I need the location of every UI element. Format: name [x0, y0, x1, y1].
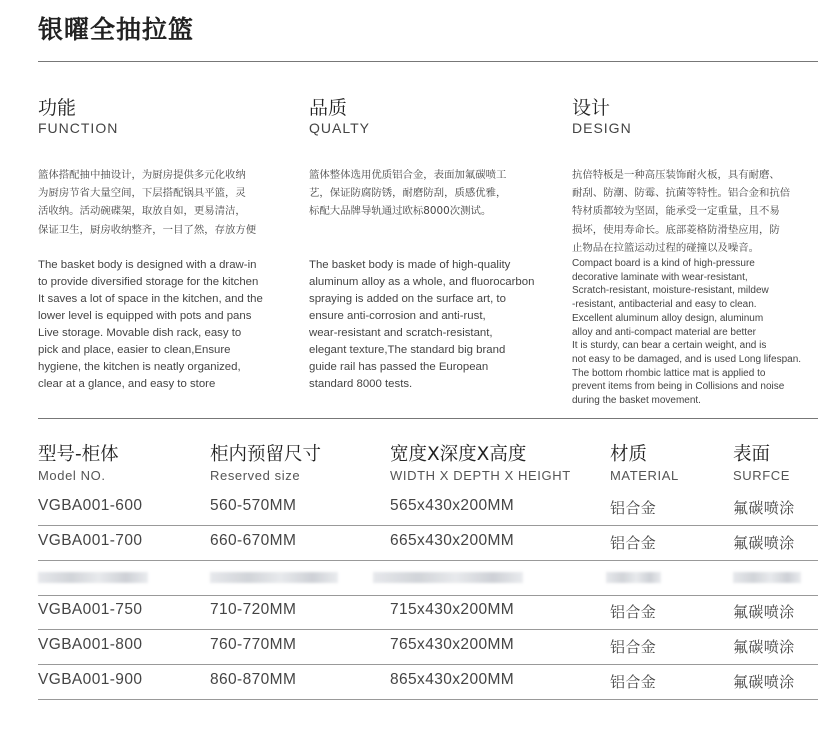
- section-text-en: The basket body is designed with a draw-in to provide diversified storage for the kitchen It saves a lot of space in the kitchen, and the lower level is equipped with pots and pans Live storage. Movable dish rack, easy to pick and place, easier to clean,Ensure hygiene, the kitchen is neatly organized, clear at a glance, and easy to store: [38, 259, 263, 390]
- cell-reserved-size: 860-870MM: [210, 671, 297, 688]
- cell-reserved-size: 660-670MM: [210, 532, 297, 549]
- cell-model: VGBA001-800: [38, 636, 143, 653]
- section-function: [38, 97, 293, 390]
- table-header-model: [38, 443, 119, 485]
- cell-dimensions: 765x430x200MM: [390, 636, 515, 653]
- redacted-cell: [733, 572, 801, 583]
- page-title: 银曜全抽拉篮: [38, 15, 195, 44]
- header-en: SURFCE: [733, 468, 791, 483]
- cell-material: 铝合金: [610, 499, 657, 517]
- cell-surface: 氟碳喷涂: [733, 673, 795, 691]
- cell-reserved-size: 710-720MM: [210, 601, 297, 618]
- header-cn: 柜内预留尺寸: [210, 444, 322, 465]
- table-row: [38, 629, 818, 665]
- cell-material: 铝合金: [610, 603, 657, 621]
- section-heading-cn: 设计: [572, 97, 611, 119]
- cell-surface: 氟碳喷涂: [733, 603, 795, 621]
- section-design: [572, 97, 827, 407]
- cell-dimensions: 865x430x200MM: [390, 671, 515, 688]
- header-cn: 材质: [610, 444, 648, 465]
- table-header-reserved-size: [210, 443, 321, 485]
- top-divider: [38, 61, 818, 62]
- cell-surface: 氟碳喷涂: [733, 638, 795, 656]
- section-heading-en: DESIGN: [572, 120, 632, 136]
- section-heading-cn: 功能: [38, 97, 77, 119]
- section-text-en: Compact board is a kind of high-pressure decorative laminate with wear-resistant, Scratch-resistant, moisture-resistant, mildew -resistant, antibacterial and easy to clean. Excellent aluminum alloy design, aluminum alloy and anti-compact material are better It is sturdy, can bear a certain weight, and is not easy to be damaged, and is used Long lifespan. The bottom rhombic lattice mat is applied to prevent items from being in Collisions and noise during the basket movement.: [572, 258, 802, 407]
- cell-dimensions: 565x430x200MM: [390, 497, 515, 514]
- table-header-dimensions: [390, 443, 571, 485]
- cell-dimensions: 665x430x200MM: [390, 532, 515, 549]
- cell-dimensions: 715x430x200MM: [390, 601, 515, 618]
- table-header-surface: [733, 443, 790, 485]
- section-text-cn: 抗倍特板是一种高压装饰耐火板，具有耐磨、 耐刮、防潮、防霉、抗菌等特性。铝合金和抗倍 特材质都较为坚固，能承受一定重量，且不易 损坏，使用寿命长。底部菱格防滑垫应用，防 止物品在拉篮运动过程的碰撞以及噪音。: [572, 169, 791, 254]
- cell-reserved-size: 760-770MM: [210, 636, 297, 653]
- cell-material: 铝合金: [610, 534, 657, 552]
- cell-surface: 氟碳喷涂: [733, 534, 795, 552]
- section-text-en: The basket body is made of high-quality aluminum alloy as a whole, and fluorocarbon spraying is added on the surface art, to ensure anti-corrosion and anti-rust, wear-resistant and scratch-resistant, elegant texture,The standard big brand guide rail has passed the European standard 8000 tests.: [309, 259, 535, 390]
- table-row: [38, 664, 818, 700]
- redacted-cell: [606, 572, 661, 583]
- section-heading-en: QUALTY: [309, 120, 370, 136]
- table-header-material: [610, 443, 679, 485]
- cell-model: VGBA001-750: [38, 601, 143, 618]
- redacted-cell: [210, 572, 338, 583]
- header-cn: 宽度X深度X高度: [390, 444, 527, 465]
- header-cn: 表面: [733, 444, 771, 465]
- cell-model: VGBA001-600: [38, 497, 143, 514]
- section-text-cn: 篮体搭配抽中抽设计，为厨房提供多元化收纳 为厨房节省大量空间，下层搭配锅具平篮，灵 活收纳。活动碗碟架，取放自如，更易清洁， 保证卫生，厨房收纳整齐，一目了然，存放方便: [38, 169, 257, 236]
- cell-material: 铝合金: [610, 638, 657, 656]
- redacted-cell: [373, 572, 523, 583]
- section-text-cn: 篮体整体选用优质铝合金，表面加氟碳喷工 艺，保证防腐防锈，耐磨防刮，质感优雅， 标配大品牌导轨通过欧标8000次测试。: [309, 169, 507, 218]
- table-row: [38, 525, 818, 561]
- table-divider: [38, 418, 818, 419]
- section-heading-en: FUNCTION: [38, 120, 119, 136]
- header-cn: 型号-柜体: [38, 444, 119, 465]
- header-en: Reserved size: [210, 468, 301, 483]
- cell-reserved-size: 560-570MM: [210, 497, 297, 514]
- cell-material: 铝合金: [610, 673, 657, 691]
- cell-surface: 氟碳喷涂: [733, 499, 795, 517]
- header-en: WIDTH X DEPTH X HEIGHT: [390, 468, 571, 483]
- redacted-cell: [38, 572, 148, 583]
- cell-model: VGBA001-700: [38, 532, 143, 549]
- header-en: MATERIAL: [610, 468, 679, 483]
- table-row: [38, 490, 818, 526]
- table-row: [38, 594, 818, 630]
- section-quality: [309, 97, 564, 390]
- table-row-redacted: [38, 560, 818, 596]
- section-heading-cn: 品质: [309, 97, 348, 119]
- cell-model: VGBA001-900: [38, 671, 143, 688]
- header-en: Model NO.: [38, 468, 106, 483]
